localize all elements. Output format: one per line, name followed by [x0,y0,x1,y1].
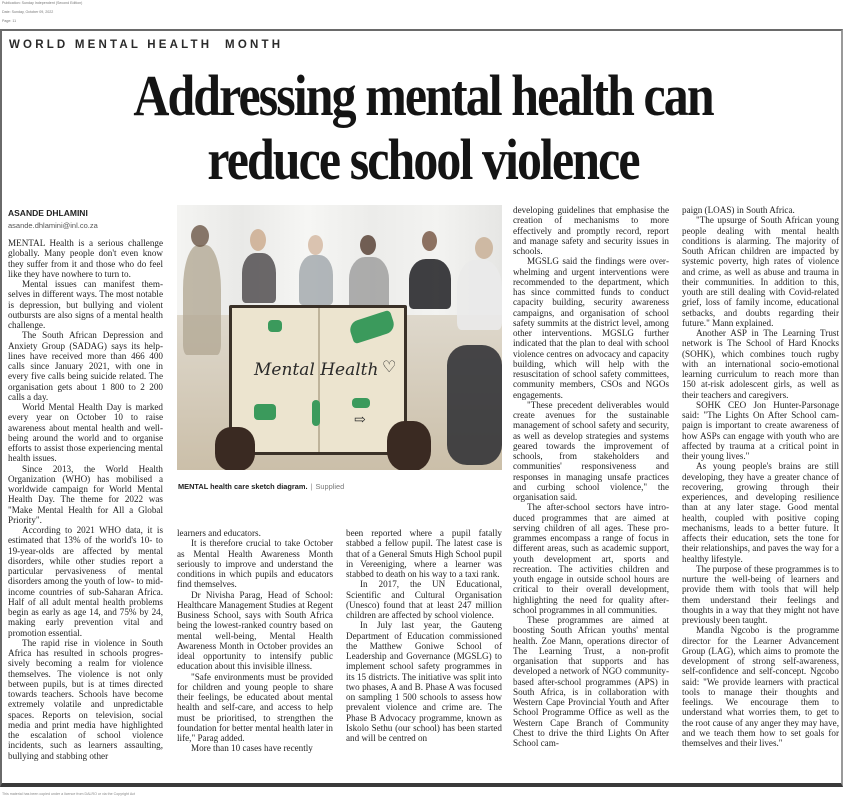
publication-meta: Publication: Sunday Independent (Second Edition) [2,1,83,5]
blurred-person [409,259,451,309]
blurred-head [475,237,493,259]
paragraph: More than 10 cases have recently [191,743,313,754]
blurred-person [457,260,502,330]
blurred-head [250,229,266,251]
paragraph: The South African Depression and Anxiety Group (SADAG) says its helplines have received more than 466 400 calls since January 2021, with one in every five calls being suicide related. The organisation gets about 1 800 to 2 200 calls a day. [8,330,163,402]
notebook-title: Mental Health [254,360,379,380]
notebook-spine [318,308,320,452]
blurred-head [422,231,437,251]
paragraph: The rapid rise in violence in South Africa has resulted in schools progressively becoming a realm for violence themselves. The violence is not only between pupils, but is at times directed towards teachers. Schools have become extremely volatile and unpredictable spaces. Reports on television, social media and print media have highlighted the escalation of school violence incidents, such as learners assaulting, bullying and stabbing other [8,637,163,761]
paragraph: World Mental Health Day is marked every year on October 10 to raise awareness about mental health and well-being around the world and to organise efforts to assist those experiencing mental health issues. [8,402,163,464]
notebook-sketch [229,305,407,455]
article-column-3 [346,528,502,743]
article-column-5 [682,205,839,748]
blurred-head [308,235,323,255]
article-column-4 [513,205,669,748]
handshake-icon [348,310,397,345]
paragraph: "The upsurge of South African young people dealing with mental health conditions is alarming. The majority of South African children are impacted by systemic poverty, high rates of violence and crime, as well as abuse and trauma in their communities. In addition to this, youth are still dealing with Covid-related grief, loss of family income, educational setbacks, and doubts regarding their future." Mann explained. [682,215,839,328]
paragraph: The purpose of these programmes is to nurture the well-being of learners and provide them with tools that will help them understand their feelings and thoughts in a way that they might not have previously been taught. [682,563,839,625]
paragraph: Dr Nivisha Parag, Head of School: Healthcare Management Studies at Regent Business School, says with South Africa being the lowest-ranked country based on mental well-being, Mental Health Awareness Month in October provides an ideal opportunity to intensify public education about this invisible illness. [177,589,333,672]
copyright-note: This material has been copied under a licence from DALRO or via the Copyright Act [2,792,136,796]
heart-icon: ♡ [382,359,397,376]
blurred-person [183,245,221,355]
headline-line-1: Addressing mental health can [133,63,713,128]
paragraph: SOHK CEO Jon Hunter-Parsonage said: "The Lights On After School campaign is important to create awareness of how ASPs can engage with youth who are affected by trauma at a critical point in their young lives." [682,399,839,461]
paragraph: These programmes are aimed at boosting South African youths' mental health. Zoe Mann, operations director of The Learning Trust, a non-profit organisation that supports and has developed a network of NGO community-based after-school programmes (APS) in South Africa, is in collaboration with Western Cape Provincial Youth and After School Programme Office as well as the Western Cape Branch of Community Chest to drive the third Lights On After School cam- [513,615,669,748]
paragraph: Mandla Ngcobo is the programme director for the Learner Advancement Group (LAG), which aims to promote the development of strong self-awareness, self-confidence and self-concept. Ngcobo said: "We provide learners with practical tools to manage their thoughts and feelings. We encourage them to understand what worries them, to get to the root cause of any anger they may have, and we teach them how to set goals for themselves and their lives." [682,625,839,748]
article-column-2 [177,528,333,754]
paragraph: The after-school sectors have introduced programmes that are aimed at serving children of all ages. These programmes encompass a range of focus in different areas, such as academic support, youth development art, sports and recreation. The activities children and youth engage in outside school hours are critical to their overall development, highlighting the need for quality after-school programmes in all communities. [513,502,669,615]
photo-caption [178,482,344,491]
section-kicker: WORLD MENTAL HEALTH MONTH [9,39,284,51]
person-figure-icon [312,400,320,426]
blurred-person [242,253,276,303]
hand-right [387,421,431,470]
article-column-1 [8,238,163,761]
paragraph: been reported where a pupil fatally stabbed a fellow pupil. The latest case is that of a General Smuts High School pupil in Vereeniging, where a learner was stabbed to death on his way to a taxi rank. [346,528,502,579]
paragraph: learners and educators. [177,528,261,538]
article-photo [177,205,502,470]
page-meta: Page: 11 [2,19,17,23]
photo-background-wall [177,205,502,315]
paragraph: Another ASP in The Learning Trust network is The School of Hard Knocks (SOHK), which combines touch rugby with an international socio-emotional learning curriculum to reach more than 150 at-risk adolescent girls, as well as their teachers and caregivers. [682,328,839,400]
paragraph: developing guidelines that emphasise the creation of mechanisms to more effectively and promptly record, report and manage safety and security issues in schools. [513,205,669,256]
paragraph: "Safe environments must be provided for children and young people to share their feelings, be educated about mental health and self-care, and access to help must be prioritised, to strengthen the foundation for better mental health later in life," Parag added. [177,671,333,743]
paragraph: paign (LOAS) in South Africa. [682,205,795,215]
blurred-person [299,255,333,305]
blurred-head [360,235,376,255]
blurred-head [191,225,209,247]
caption-separator: | [310,482,313,491]
paragraph: It is therefore crucial to take October as Mental Health Awareness Month seriously to improve and understand the conditions in which pupils and educators find themselves. [177,538,333,590]
paragraph: As young people's brains are still developing, they have a greater chance of recovering, growing through their experiences, and developing resilience than at any later stage. Good mental health, coupled with positive coping mechanisms, leads to a better future. It affects their education, sets the tone for their relationships, and paves the way for a healthy lifestyle. [682,461,839,564]
photo-credit: Supplied [315,482,345,491]
date-meta: Date: Sunday, October 09, 2022 [2,10,54,14]
paragraph: In July last year, the Gauteng Department of Education commissioned the Matthew Goniwe School of Leadership and Governance (MGSLG) to implement school safety programmes in its 15 districts. The initiative was split into two phases, A and B. Phase A was focused on sampling 1 500 schools to assess how prevalent violence and crime are. The Phase B Advocacy programme, known as Iskolo Sethu (our school) has been started and will be centred on [346,620,502,743]
byline-email[interactable]: asande.dhlamini@inl.co.za [8,221,98,230]
byline-author: ASANDE DHLAMINI [8,208,88,218]
hand-left [215,427,255,470]
caption-text: MENTAL health care sketch diagram. [178,482,308,491]
paragraph: "These precedent deliverables would create avenues for the sustainable management of school safety and security, as well as develop strategies and systems geared towards the improvement of schools, from stakeholders and communities' responsiveness and responses in managing unsafe practices and curbing school violence," the organisation said. [513,399,669,502]
headline-line-2: reduce school violence [207,127,639,192]
paragraph: MGSLG said the findings were overwhelming and urgent interventions were recommended to the department, which has since committed funds to conduct capacity building, security awareness campaigns, and organisation of school safety summits at the district level, among other interventions. MGSLG further indicated that the plan to deal with school violence centres on advocacy and capacity building, which will help with the resuscitation of school safety committees, community members, CSOs and NGOs engagements. [513,256,669,400]
arrow-left-icon [352,398,370,408]
speech-bubble-icon [254,404,276,420]
headline [59,64,787,192]
paragraph: Since 2013, the World Health Organization (WHO) has mobilised a worldwide campaign for World Mental Health Day. The theme for 2022 was "Make Mental Health for All a Global Priority". [8,463,163,525]
paragraph: Mental issues can manifest themselves in different ways. The most notable is depression, but bullying and violent outbursts are also signs of a mental health challenge. [8,279,163,330]
blurred-person [349,257,389,312]
blurred-person-foreground [447,345,502,465]
paragraph: MENTAL Health is a serious challenge globally. Many people don't even know they suffer from it and those who do feel like they have nowhere to turn to. [8,238,163,279]
puzzle-piece-icon [268,320,282,332]
arrow-right-icon: ⇨ [354,413,366,428]
paragraph: According to 2021 WHO data, it is estimated that 13% of the world's 10- to 19-year-olds are affected by mental disorders, while other studies report a particular pervasiveness of mental disorders among the youth of low- to mid-income countries of sub-Saharan Africa. Half of all adult mental health problems begin as early as age 14, and 75% by 24, making early prevention vital and promotion essential. [8,525,163,638]
paragraph: In 2017, the UN Educational, Scientific and Cultural Organisation (Unesco) found that at least 247 million children are affected by school violence. [346,579,502,620]
